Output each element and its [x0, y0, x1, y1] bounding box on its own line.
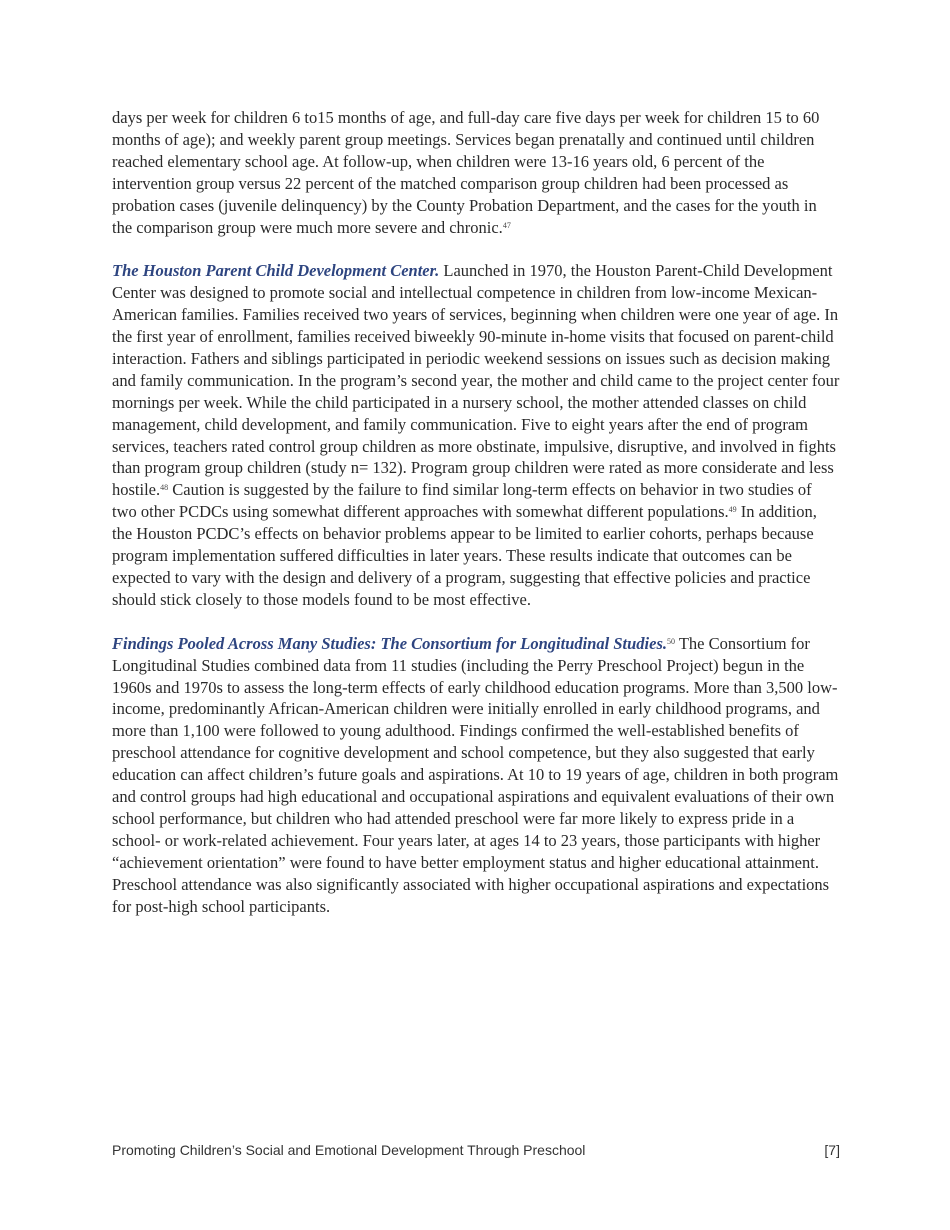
paragraph-text: days per week for children 6 to15 months of age, and full-day care five days per week for children 15 to 60 months of age); and weekly parent group meetings. Services began prenatally and continued until children reached elementary school age. At follow-up, when children were 13-16 years old, 6 percent of the intervention group versus 22 percent of the matched comparison group children had been processed as probation cases (juvenile delinquency) by the County Probation Department, and the cases for the youth in the comparison group were much more severe and chronic. — [112, 108, 820, 237]
section-heading-consortium: Findings Pooled Across Many Studies: The Consortium for Longitudinal Studies. — [112, 633, 668, 653]
paragraph-text: Launched in 1970, the Houston Parent-Child Development Center was designed to promote social and intellectual competence in children from low-income Mexican-American families. Families received two years of services, beginning when children were one year of age. In the first year of enrollment, families received biweekly 90-minute in-home visits that focused on parent-child interaction. Fathers and siblings participated in periodic weekend sessions on issues such as decision making and family communication. In the program’s second year, the mother and child came to the project center four mornings per week. While the child participated in a nursery school, the mother attended classes on child management, child development, and family communication. Five to eight years after the end of program services, teachers rated control group children as more obstinate, impulsive, disruptive, and involved in fights than program group children (study n= 132). Program group children were rated as more considerate and less hostile. — [112, 261, 840, 500]
paragraph-text: Caution is suggested by the failure to find similar long-term effects on behavior in two studies of two other PCDCs using somewhat different approaches with somewhat different populations. — [112, 480, 812, 522]
page-footer — [112, 1142, 840, 1158]
footnote-ref: 49 — [728, 505, 737, 515]
footnote-ref: 50 — [667, 636, 676, 646]
footer-title: Promoting Children’s Social and Emotional Development Through Preschool — [112, 1142, 586, 1158]
paragraph-houston-pcdc — [112, 260, 840, 611]
paragraph-consortium — [112, 633, 840, 918]
section-heading-houston-pcdc: The Houston Parent Child Development Center. — [112, 261, 440, 281]
document-body — [112, 107, 840, 939]
page-number: [7] — [824, 1142, 840, 1158]
paragraph-text: In addition, the Houston PCDC’s effects on behavior problems appear to be limited to earlier cohorts, perhaps because program implementation suffered difficulties in later years. These results indicate that outcomes can be expected to vary with the design and delivery of a program, suggesting that effective policies and practice should stick closely to those models found to be most effective. — [112, 502, 817, 609]
paragraph-probation-followup — [112, 107, 840, 238]
paragraph-text: The Consortium for Longitudinal Studies combined data from 11 studies (including the Perry Preschool Project) begun in the 1960s and 1970s to assess the long-term effects of early childhood education programs. More than 3,500 low-income, predominantly African-American children were initially enrolled in early childhood programs, and more than 1,100 were followed to young adulthood. Findings confirmed the well-established benefits of preschool attendance for cognitive development and school competence, but they also suggested that early education can affect children’s future goals and aspirations. At 10 to 19 years of age, children in both program and control groups had high educational and occupational aspirations and equivalent evaluations of their own school performance, but children who had attended preschool were far more likely to express pride in a school- or work-related achievement. Four years later, at ages 14 to 23 years, those participants with higher “achievement orientation” were found to have better employment status and higher educational attainment. Preschool attendance was also significantly associated with higher occupational aspirations and expectations for post-high school participants. — [112, 633, 839, 916]
footnote-ref: 48 — [160, 483, 169, 493]
footnote-ref: 47 — [502, 220, 511, 230]
